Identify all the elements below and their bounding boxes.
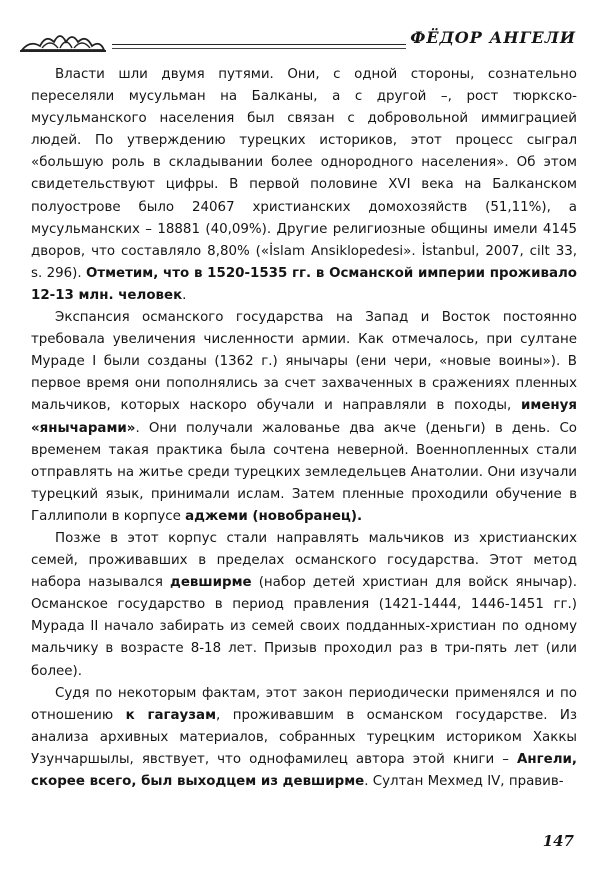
text-run: (набор детей христиан для войск янычар). Османское государство в период правления (1421-1444, 1446-1451 гг.) Мурада II начало забирать из семей своих подданных-христиан по одному мальчику в возрасте 8-18 лет. Призыв проходил раз в три-пять лет (или более).: [31, 575, 577, 679]
bold-phrase: именуя «янычарами»: [31, 398, 577, 436]
body-text: [31, 64, 577, 793]
running-title: ФЁДОР АНГЕЛИ: [410, 28, 576, 47]
paragraph-3: [31, 528, 577, 683]
ornament-icon: [20, 28, 106, 54]
text-run: . Они получали жалованье два акче (деньги) в день. Со временем такая практика была сочтена неверной. Военнопленных стали отправлять на житье среди турецких земледельцев Анатолии. Они изучали турецкий язык, принимали ислам. Затем пленные проходили обучение в Галлиполи в корпусе: [31, 420, 577, 524]
bold-phrase: к гагаузам: [125, 707, 217, 723]
paragraph-4: [31, 683, 577, 793]
paragraph-1: [31, 64, 577, 307]
page-header: [20, 26, 576, 60]
bold-phrase: Ангели, скорее всего, был выходцем из девширме: [31, 751, 577, 789]
paragraph-2: [31, 307, 577, 528]
header-rule-thin: [112, 48, 406, 49]
bold-phrase: аджеми (новобранец).: [185, 508, 363, 524]
text-run: Позже в этот корпус стали направлять мальчиков из христианских семей, проживавших в пределах османского государства. Этот метод набора назывался: [31, 530, 577, 591]
text-run: Судя по некоторым фактам, этот закон периодически применялся и по отношению: [31, 685, 577, 723]
text-run: .: [182, 287, 187, 303]
text-run: . Султан Мехмед IV, правив-: [364, 774, 564, 789]
bold-phrase: Отметим, что в 1520-1535 гг. в Османской империи проживало 12-13 млн. человек: [31, 265, 577, 303]
bold-phrase: девширме: [170, 575, 252, 591]
text-run: Экспансия османского государства на Запад и Восток постоянно требовала увеличения численности армии. Как отмечалось, при султане Мураде I были созданы (1362 г.) янычары (ени чери, «новые воины»). В первое время они пополнялись за счет захваченных в сражениях пленных мальчиков, которых наскоро обучали и направляли в походы,: [31, 310, 577, 414]
page-number: 147: [542, 832, 574, 850]
text-run: , проживавшим в османском государстве. Из анализа архивных материалов, собранных турецким историком Хаккы Узунчаршылы, явствует, что однофамилец автора этой книги –: [31, 707, 578, 767]
text-run: Власти шли двумя путями. Они, с одной стороны, сознательно переселяли мусульман на Балканы, а с другой –, рост тюркско-мусульманского населения был связан с добровольной иммиграцией людей. По утверждению турецких историков, этот процесс сыграл «большую роль в складывании более однородного населения». Об этом свидетельствуют цифры. В первой половине XVI века на Балканском полуострове было 24067 христианских домохозяйств (51,11%), а мусульманских – 18881 (40,09%). Другие религиозные общины имели 4145 дворов, что составляло 8,80% («İslam Ansiklopedesi». İstanbul, 2007, cilt 33, s. 296).: [31, 67, 577, 281]
header-rule: [112, 44, 406, 45]
